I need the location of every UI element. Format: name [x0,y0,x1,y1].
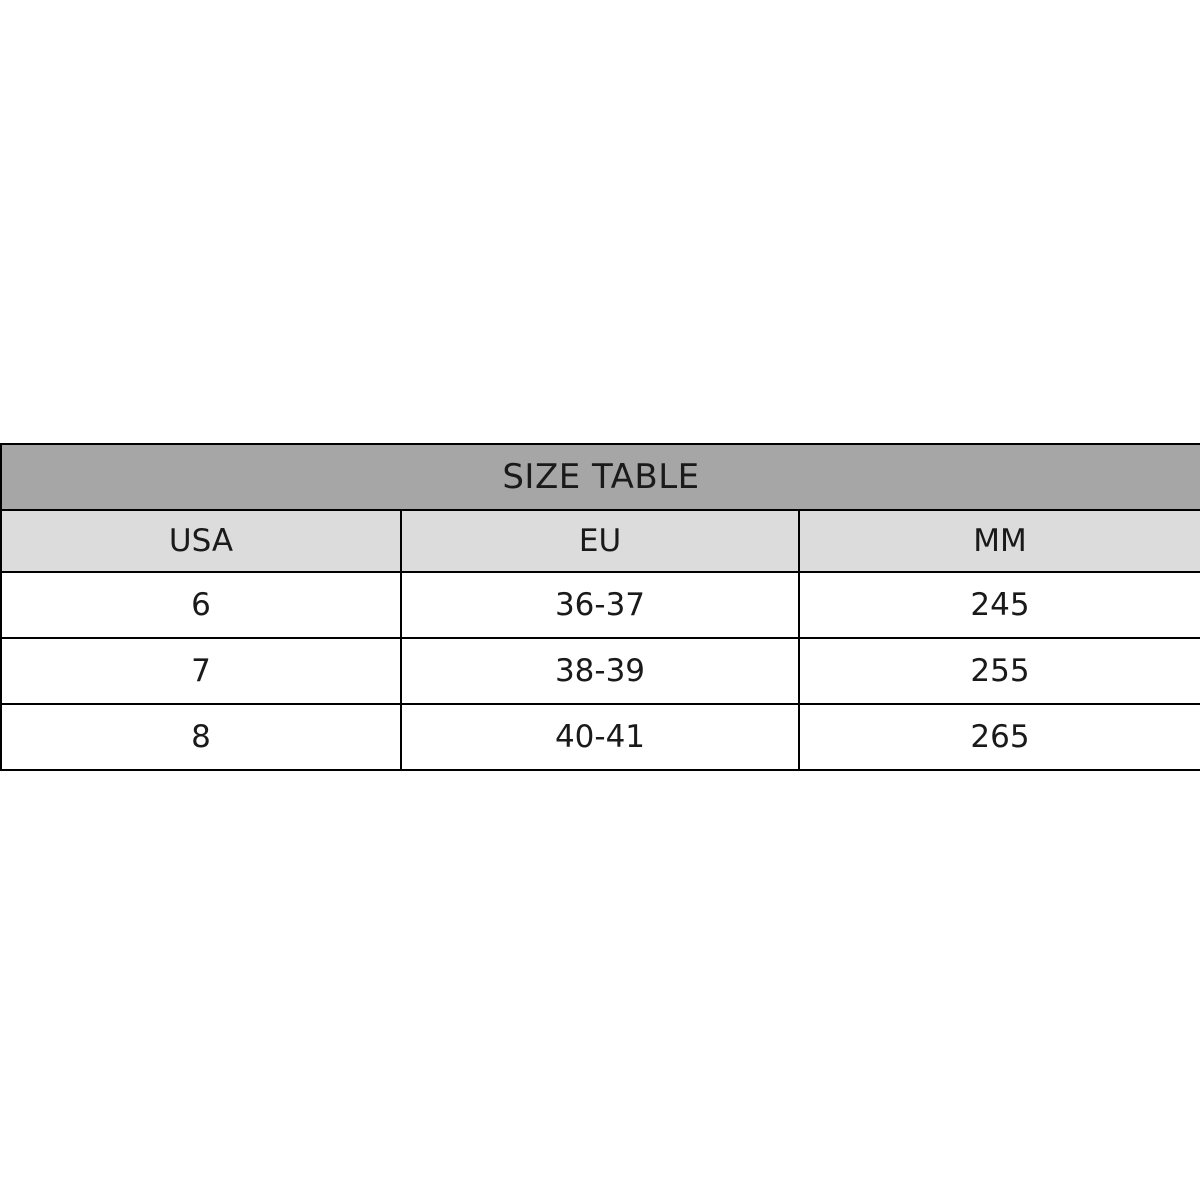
table-title-row [1,444,1200,510]
cell-eu: 40-41 [401,704,799,770]
cell-usa: 7 [1,638,401,704]
column-header-mm: MM [799,510,1200,572]
size-table [0,443,1200,771]
cell-eu: 38-39 [401,638,799,704]
cell-usa: 6 [1,572,401,638]
column-header-eu: EU [401,510,799,572]
cell-mm: 245 [799,572,1200,638]
cell-eu: 36-37 [401,572,799,638]
table-row [1,704,1200,770]
table-title: SIZE TABLE [1,444,1200,510]
cell-mm: 255 [799,638,1200,704]
table-header-row [1,510,1200,572]
table-row [1,572,1200,638]
table-row [1,638,1200,704]
column-header-usa: USA [1,510,401,572]
size-table-container [0,443,1200,771]
cell-usa: 8 [1,704,401,770]
cell-mm: 265 [799,704,1200,770]
